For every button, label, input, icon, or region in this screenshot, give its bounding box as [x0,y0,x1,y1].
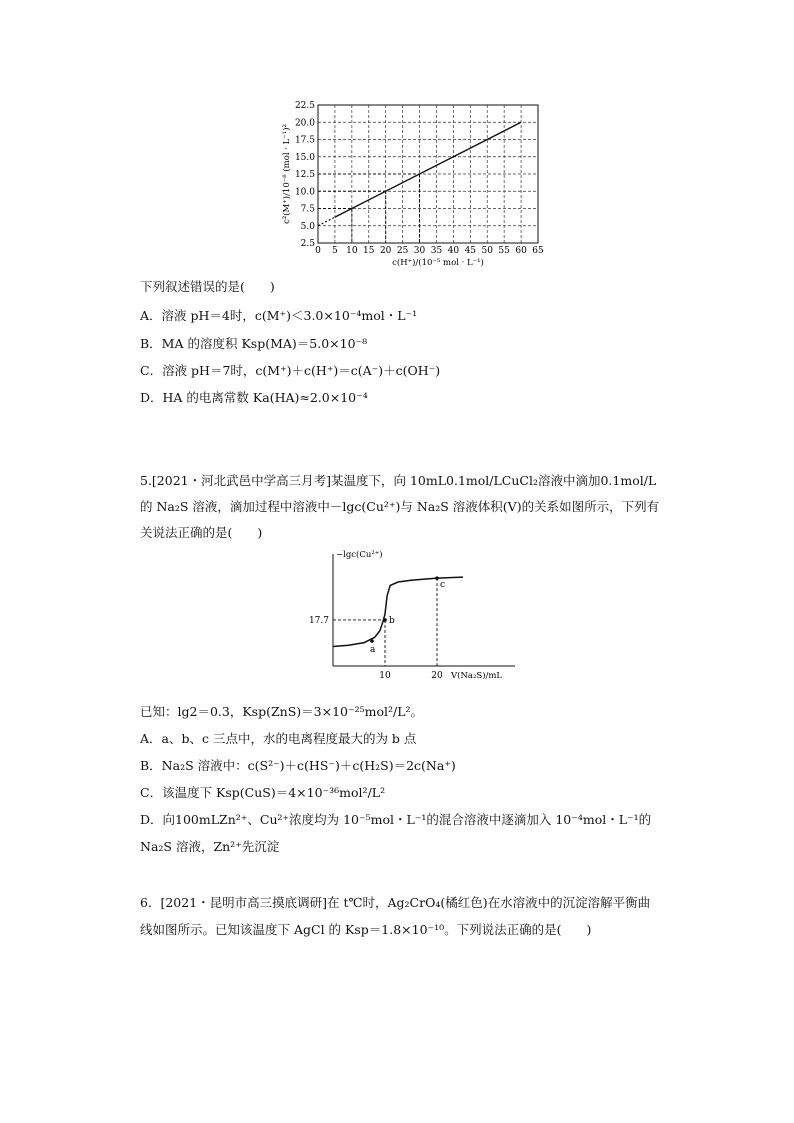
q5-option-c: C．该温度下 Ksp(CuS)＝4×10⁻³⁶mol²/L² [140,785,386,800]
y-tick-label: 7.5 [300,204,315,215]
series-line [335,122,521,217]
q5-option-b: B．Na₂S 溶液中：c(S²⁻)＋c(HS⁻)＋c(H₂S)＝2c(Na⁺) [140,758,456,773]
q4-option-c: C．溶液 pH＝7时，c(M⁺)＋c(H⁺)＝c(A⁻)＋c(OH⁻) [140,363,441,378]
x-tick-label: 35 [430,246,443,256]
point-label-a: a [370,645,376,656]
x-axis-label: c(H⁺)/(10⁻⁵ mol · L⁻¹) [392,258,484,268]
x-tick-label: 40 [447,246,460,256]
x-axis-label: V(Na₂S)/mL [451,671,503,681]
q4-option-d: D．HA 的电离常数 Ka(HA)≈2.0×10⁻⁴ [140,390,368,405]
q4-stem: 下列叙述错误的是( ) [140,279,275,294]
x-tick-label: 10 [379,671,391,681]
point-label-c: c [440,580,446,591]
q5-given: 已知：lg2＝0.3，Ksp(ZnS)＝3×10⁻²⁵mol²/L²。 [140,704,424,719]
y-tick-label: 17.5 [294,135,315,146]
q4-option-b: B．MA 的溶度积 Ksp(MA)＝5.0×10⁻⁸ [140,336,368,351]
y-axis-label: c²(M⁺)/10⁻⁸ (mol · L⁻¹)² [282,124,292,224]
x-tick-label: 50 [481,246,493,256]
point-b [383,618,387,622]
y-axis-label: −lgc(Cu²⁺) [336,550,383,560]
point-a [370,639,374,643]
x-tick-label: 5 [332,246,338,256]
q4-option-a: A．溶液 pH＝4时，c(M⁺)＜3.0×10⁻⁴mol・L⁻¹ [140,308,418,323]
x-tick-label: 0 [315,246,321,256]
series-line-extrapolated [318,217,335,226]
x-tick-label: 60 [515,246,527,256]
y-tick-label: 22.5 [294,101,315,111]
point-label-b: b [389,615,395,626]
y-tick-label: 2.5 [300,239,315,249]
x-tick-label: 15 [363,246,375,256]
x-tick-label: 25 [396,246,409,256]
x-tick-label: 30 [413,246,426,256]
point-c [435,576,439,580]
x-tick-label: 55 [498,246,510,256]
q5-stem: 5.[2021・河北武邑中学高三月考]某温度下，向 10mL0.1mol/LCuCl₂溶液中滴加0.1mol/L的 Na₂S 溶液，滴加过程中溶液中－lgc(Cu²⁺)与 Na₂S 溶液体积(V)的关系如图所示，下列有关说法正确的是( ) [140,473,660,540]
y-tick-label: 15.0 [294,152,315,163]
x-tick-label: 20 [431,671,443,681]
x-tick-label: 65 [532,246,544,256]
y-tick-label: 5.0 [300,221,315,232]
y-tick-label: 17.7 [308,615,329,626]
q5-option-a: A．a、b、c 三点中，水的电离程度最大的为 b 点 [140,731,417,746]
titration-chart [305,548,520,690]
concentration-chart [270,95,550,275]
y-tick-label: 20.0 [294,118,315,129]
q5-option-d: D．向100mLZn²⁺、Cu²⁺浓度均为 10⁻⁵mol・L⁻¹的混合溶液中逐滴加入 10⁻⁴mol・L⁻¹的Na₂S 溶液，Zn²⁺先沉淀 [140,812,652,854]
y-tick-label: 10.0 [294,187,315,198]
x-tick-label: 10 [346,246,358,256]
y-tick-label: 12.5 [294,170,315,180]
x-tick-label: 20 [379,246,392,256]
x-tick-label: 45 [464,246,477,256]
q6-stem: 6．[2021・昆明市高三摸底调研]在 t℃时，Ag₂CrO₄(橘红色)在水溶液中的沉淀溶解平衡曲线如图所示。已知该温度下 AgCl 的 Ksp＝1.8×10⁻¹⁰。下列说法正确的是( ) [140,895,651,937]
